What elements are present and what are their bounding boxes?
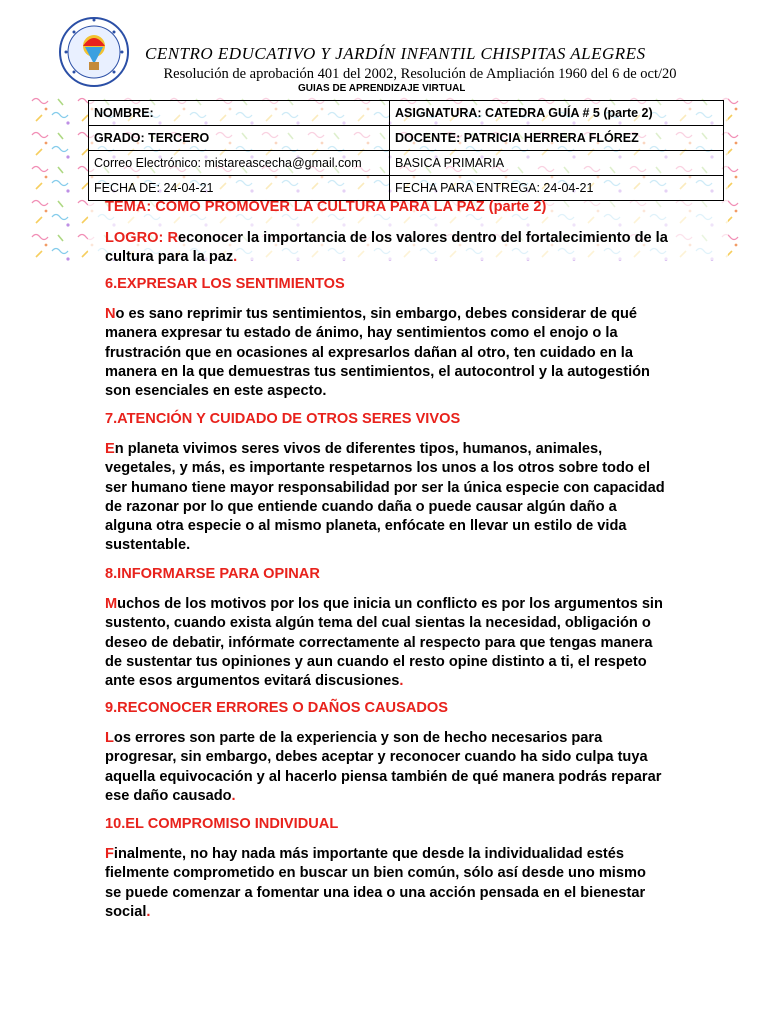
section-body: n planeta vivimos seres vivos de diferentes tipos, humanos, animales, vegetales, y más, es importante respetarnos los unos a los otros sobre todo el ser humano tiene mayor responsabilidad por ser la única especie con capacidad de razonar por lo que entiende cuando daña o puede causar algún daño a alguna otra especie o al mismo planeta, enfócate en llevar un estilo de vida sustentable. [105,441,665,554]
section-paragraph [105,440,665,556]
section-body: uchos de los motivos por los que inicia un conflicto es por los argumentos sin sustento, cuando exista algún tema del cual sientas la necesidad, obligación o deseo de debatir, infórmate correctamente al respecto para que tengas manera de sustentar tus opiniones y aun cuando el resto opine distinto a ti, el respeto ante esos argumentos evitará discusiones [105,596,663,690]
logro-label: LOGRO: [105,230,168,246]
logro-first-letter: R [167,230,178,246]
section-end: . [399,673,404,690]
docente-cell: DOCENTE: PATRICIA HERRERA FLÓREZ [390,126,724,151]
nombre-cell: NOMBRE: [89,101,390,126]
drop-letter: M [105,596,118,612]
logro-end: . [233,249,238,266]
section-title: 6.EXPRESAR LOS SENTIMIENTOS [105,276,345,292]
section-paragraph [105,845,665,922]
section-body: inalmente, no hay nada más importante que desde la individualidad estés fielmente comprometido en buscar un bien común, sólo así desde uno mismo se puede comenzar a fomentar una idea o una acción pensada en el bienestar social [105,846,646,920]
section-end: . [146,903,151,920]
resolution-line: Resolución de aprobación 401 del 2002, Resolución de Ampliación 1960 del 6 de oct/20 [163,66,677,82]
section-body: os errores son parte de la experiencia y son de hecho necesarios para progresar, sin embargo, debes aceptar y reconocer cuando ha sido culpa tuya aquella equivocación y al hacerlo piensa también de qué manera podrás reparar ese daño causado [105,730,662,804]
tema-heading: TEMA: COMO PROMOVER LA CULTURA PARA LA PAZ (parte 2) [105,199,547,215]
nivel-cell: BASICA PRIMARIA [390,151,724,176]
asignatura-cell: ASIGNATURA: CATEDRA GUÍA # 5 (parte 2) [390,101,724,126]
section-title: 10.EL COMPROMISO INDIVIDUAL [105,816,339,832]
section-title: 8.INFORMARSE PARA OPINAR [105,566,320,582]
grado-cell: GRADO: TERCERO [89,126,390,151]
section-paragraph [105,595,665,691]
section-body: o es sano reprimir tus sentimientos, sin embargo, debes considerar de qué manera expresar tu estado de ánimo, hay sentimientos como el enojo o la frustración que en ocasiones al expresarlos dañan al otro, ten cuidado en la manera en la que demuestras tus sentimientos, el autocontrol y la autogestión son esenciales en este aspecto. [105,306,650,400]
section-paragraph [105,729,665,806]
logro-text: econocer la importancia de los valores dentro del fortalecimiento de la cultura para la paz [105,230,668,266]
section-title: 7.ATENCIÓN Y CUIDADO DE OTROS SERES VIVOS [105,411,461,427]
drop-letter: F [105,846,114,862]
section-title: 9.RECONOCER ERRORES O DAÑOS CAUSADOS [105,700,448,716]
logro-paragraph [105,229,690,268]
correo-cell: Correo Electrónico: mistareascecha@gmail.com [89,151,390,176]
section-end: . [231,787,236,804]
fecha-cell: FECHA DE: 24-04-21 [89,176,390,201]
drop-letter: L [105,730,114,746]
drop-letter: N [105,306,116,322]
school-name: CENTRO EDUCATIVO Y JARDÍN INFANTIL CHISPITAS ALEGRES [145,44,646,63]
drop-letter: E [105,441,115,457]
section-paragraph [105,305,665,401]
student-info-table [88,100,724,201]
entrega-cell: FECHA PARA ENTREGA: 24-04-21 [390,176,724,201]
guide-title: GUIAS DE APRENDIZAJE VIRTUAL [298,83,466,93]
